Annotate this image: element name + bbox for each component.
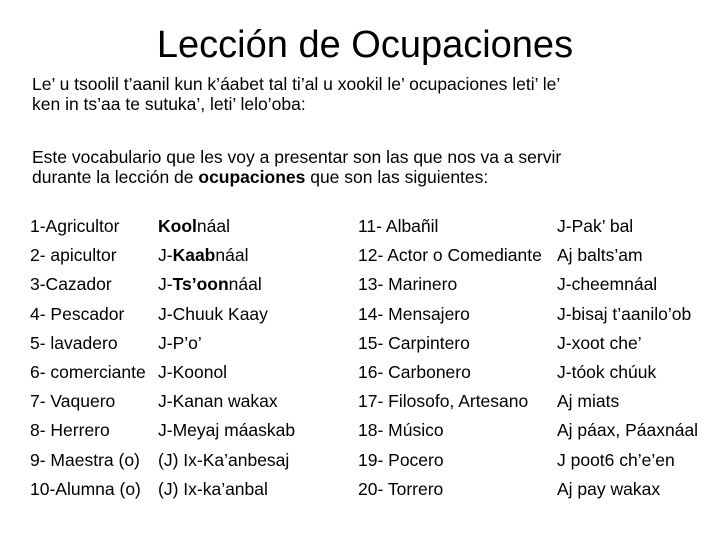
- vocab-maya-term: [158, 358, 295, 387]
- intro-line-1: Le’ u tsoolil t’aanil kun k’áabet tal ti’al u xookil le’ ocupaciones leti’ le’: [32, 74, 561, 94]
- vocab-maya-term: [158, 329, 295, 358]
- description-keyword: ocupaciones: [198, 167, 306, 187]
- vocab-spanish-term: 11- Albañil: [358, 216, 439, 236]
- vocab-maya-term: [158, 300, 295, 329]
- vocab-maya-term: [158, 475, 295, 504]
- vocab-spanish-term: 2- apicultor: [30, 245, 117, 266]
- maya-root: Ts’oon: [172, 274, 229, 295]
- description-line-1: Este vocabulario que les voy a presentar son las que nos va a servir: [32, 147, 562, 167]
- vocab-spanish-term: 3-Cazador: [30, 274, 112, 295]
- vocab-spanish-term: 7- Vaquero: [30, 391, 116, 412]
- vocab-spanish-term: 18- Músico: [358, 420, 444, 441]
- maya-text: (J) Ix-Ka’anbesaj: [158, 449, 290, 470]
- vocab-spanish-term: 9- Maestra (o): [30, 449, 140, 470]
- vocab-spanish-term: 20- Torrero: [358, 478, 444, 499]
- vocab-maya-term: J-bisaj t’aanilo’ob: [557, 303, 692, 324]
- vocab-spanish-term: 5- lavadero: [30, 332, 118, 353]
- maya-text: J-Chuuk Kaay: [158, 303, 268, 324]
- vocab-spanish-term: 14- Mensajero: [358, 303, 470, 324]
- left-spanish-column: [30, 212, 146, 504]
- vocab-spanish-term: 17- Filosofo, Artesano: [358, 391, 529, 412]
- maya-text: (J) Ix-ka’anbal: [158, 478, 268, 499]
- vocab-spanish-term: 15- Carpintero: [358, 332, 470, 353]
- vocab-maya-term: J-cheemnáal: [557, 274, 658, 295]
- vocab-maya-term: Aj miats: [557, 391, 620, 412]
- left-maya-column: [158, 212, 295, 504]
- description-line-2-start: durante la lección de: [32, 167, 199, 187]
- vocab-spanish-term: 12- Actor o Comediante: [358, 245, 542, 266]
- vocab-maya-term: Aj páax, Páaxnáal: [557, 420, 699, 441]
- vocab-maya-term: [158, 446, 295, 475]
- maya-suffix: náal: [215, 245, 249, 266]
- maya-prefix: J-: [158, 245, 173, 266]
- description-line-2-end: que son las siguientes:: [305, 167, 489, 187]
- vocab-maya-term: J-tóok chúuk: [557, 361, 657, 382]
- vocab-spanish-term: 10-Alumna (o): [30, 478, 141, 499]
- maya-text: J-Koonol: [158, 361, 228, 382]
- maya-prefix: J-: [158, 274, 173, 295]
- vocab-maya-term: [158, 270, 295, 299]
- maya-root: Kaab: [172, 245, 216, 266]
- vocab-maya-term: [158, 212, 295, 241]
- right-maya-column: [557, 212, 698, 504]
- vocab-spanish-term: 16- Carbonero: [358, 361, 471, 382]
- vocab-maya-term: [158, 387, 295, 416]
- vocab-maya-term: [158, 416, 295, 445]
- maya-suffix: náal: [196, 216, 230, 236]
- vocab-maya-term: J-Pak’ bal: [557, 216, 634, 236]
- right-spanish-column: [358, 212, 542, 504]
- vocab-spanish-term: 4- Pescador: [30, 303, 125, 324]
- vocab-maya-term: J-xoot che’: [557, 332, 642, 353]
- vocab-spanish-term: 6- comerciante: [30, 361, 146, 382]
- vocab-spanish-term: 8- Herrero: [30, 420, 110, 441]
- description-paragraph: [32, 147, 712, 187]
- vocab-spanish-term: 13- Marinero: [358, 274, 458, 295]
- description-line-2: [32, 167, 712, 187]
- maya-suffix: náal: [228, 274, 262, 295]
- lesson-title: Lección de Ocupaciones: [156, 24, 574, 66]
- vocab-spanish-term: 19- Pocero: [358, 449, 444, 470]
- intro-line-2: ken in ts’aa te sutuka’, leti’ lelo’oba:: [32, 94, 306, 114]
- maya-text: J-P’o’: [158, 332, 202, 353]
- intro-paragraph: [32, 74, 712, 114]
- vocab-maya-term: [158, 241, 295, 270]
- maya-text: J-Kanan wakax: [158, 391, 278, 412]
- maya-text: J-Meyaj máaskab: [158, 420, 296, 441]
- vocab-maya-term: Aj pay wakax: [557, 478, 661, 499]
- vocab-maya-term: Aj balts’am: [557, 245, 643, 266]
- vocab-maya-term: J poot6 ch’e’en: [557, 449, 675, 470]
- maya-root: Kool: [158, 216, 197, 236]
- vocab-spanish-term: 1-Agricultor: [30, 216, 120, 236]
